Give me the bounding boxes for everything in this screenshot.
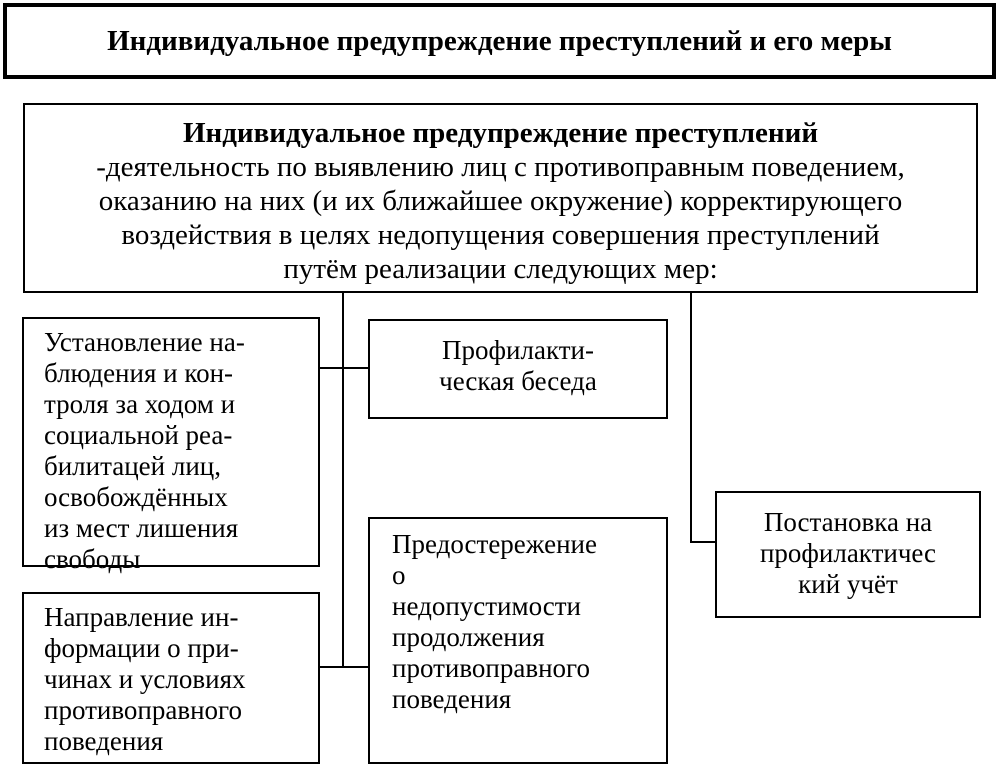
title-box (3, 3, 996, 79)
connector-talk (342, 367, 368, 369)
measure-talk-text: Профилакти- ческая беседа (439, 335, 597, 396)
connector-info-warning (320, 666, 368, 668)
measure-registration-text: Постановка на профилактичес кий учёт (759, 507, 937, 599)
measure-warning-text: Предостережение о недопустимости продолжения противоправного поведения (392, 529, 597, 714)
connector-trunk (342, 293, 344, 668)
connector-registration (690, 541, 715, 543)
definition-text: -деятельность по выявлению лиц с противоправным поведением, оказанию на них (и их ближайшее окружение) корректирующего воздействия в целях недопущения совершения преступлений путём реализации следующих мер: (96, 151, 905, 285)
connector-observation (320, 367, 344, 369)
measure-info-box (22, 592, 320, 764)
measure-observation-box (22, 317, 320, 574)
measure-observation-text: Установление на- блюдения и кон- троля за ходом и социальной реа- билитацей лиц, освобождённых из мест лишения свободы (44, 327, 245, 574)
definition-heading: Индивидуальное предупреждение преступлений (182, 117, 819, 149)
measure-warning-box (368, 517, 668, 764)
measure-info-text: Направление ин- формации о при- чинах и условиях противоправного поведения (44, 602, 246, 756)
connector-right-vertical (690, 293, 692, 543)
definition-box (23, 103, 978, 293)
measure-talk-box (368, 319, 668, 419)
measure-registration-box (715, 491, 981, 618)
diagram-title: Индивидуальное предупреждение преступлений и его меры (107, 25, 892, 57)
